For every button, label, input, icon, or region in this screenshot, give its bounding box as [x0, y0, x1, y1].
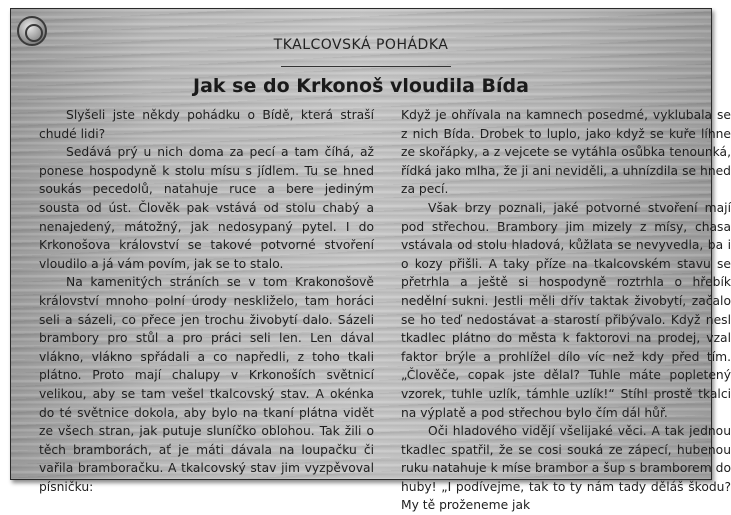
left-text-column — [39, 106, 374, 496]
paragraph: Když je ohřívala na kamnech posedmé, vyklubala se z nich Bída. Drobek to luplo, jako když se kuře líhne ze skořápky, a z vejcete se vytáhla osůbka tenounká, řídká jako mlha, že ji ani neviděli, a uhnízdila se hned za pecí. — [401, 108, 731, 197]
paragraph: Na kamenitých stráních se v tom Krakonošově království mnoho polní úrody neskliželo, tam horáci seli a sázeli, co přece jen trochu živobytí dalo. Sázeli brambory pro stůl a pro práci seli len. Len dával vlákno, vlákno spřádali a co napředli, z toho tkali plátno. Proto mají chalupy v Krkonoších světnicí velikou, aby se tam vešel tkalcovský stav. A okénka do té světnice dokola, aby bylo na tkaní plátna vidět ze všech stran, jak putuje sluníčko oblohou. Tak žili o těch bramborách, ať je máti dávala na loupačku či vařila bramboračku. A tkalcovský stav jim vyzpěvoval písničku: — [39, 275, 374, 494]
right-text-column — [401, 106, 731, 515]
paragraph: Však brzy poznali, jaké potvorné stvoření mají pod střechou. Brambory jim mizely z mísy, chasa vstávala od stolu hladová, kůžlata se nevyvedla, ba i o kozy přišli. A taky příze na tkalcovském stavu se přetrhla a ještě si hospodyně roztrhla o hřebík nedělní sukni. Jestli měli dřív taktak živobytí, začalo se ho teď nedostávat a starostí přibývalo. Když nesl tkadlec plátno do města k faktorovi na prodej, vzal faktor brýle a prohlížel dílo víc než kdy před tím. „Člověče, copak jste dělal? Tuhle máte popletený vzorek, tuhle uzlík, támhle uzlík!“ Stíhl prostě tkalci na výplatě a pod střechou bylo čím dál hůř. — [401, 200, 731, 420]
wooden-sign-board — [10, 8, 731, 513]
story-series-label: TKALCOVSKÁ POHÁDKA — [273, 37, 449, 53]
paragraph: Slyšeli jste někdy pohádku o Bídě, která straší chudé lidi? — [39, 108, 374, 141]
paragraph: Sedává prý u nich doma za pecí a tam číhá, až ponese hospodyně k stolu mísu s jídlem. Tu se hned soukás pecedolů, natahuje ruce a bere jediným sousta od úst. Člověk pak vstává od stolu chabý a nenajedený, mátožný, jak nedosypaný pytel. I do Krkonošova království se takové potvorné stvoření vloudilo a já vám povím, jak se to stalo. — [39, 145, 374, 271]
title-divider — [281, 66, 451, 67]
story-title: Jak se do Krkonoš vloudila Bída — [193, 75, 529, 97]
paragraph: Oči hladového vidějí všelijaké věci. A tak jednou tkadlec spatřil, že se cosi souká ze zápecí, hubenou ruku natahuje k míse brambor a šup s bramborem do huby! „I podívejme, tak to ty nám tady děláš škodu? My tě proženeme jak — [401, 424, 731, 513]
